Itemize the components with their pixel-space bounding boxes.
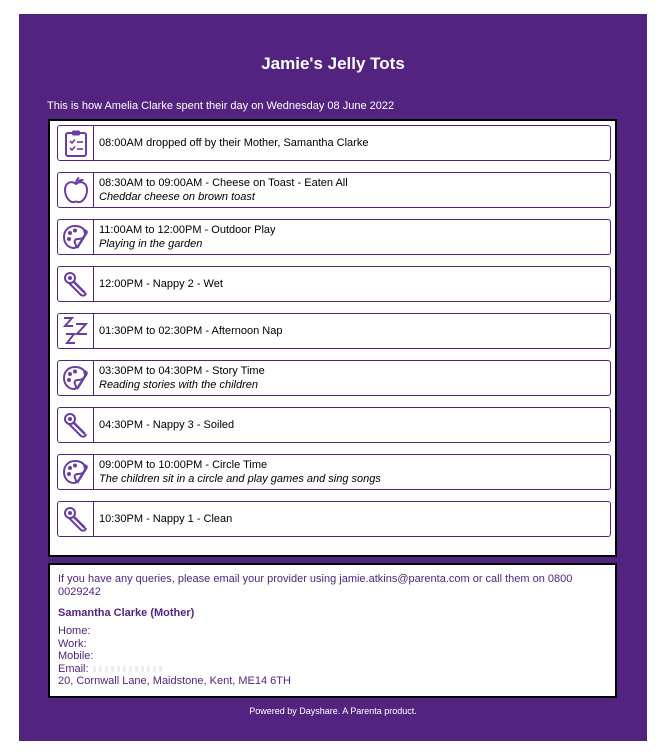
safety-pin-icon [58,408,94,442]
home-label: Home: [58,625,91,637]
list-item [57,172,611,208]
list-item [57,313,611,349]
palette-icon [58,220,94,254]
parent-name: Samantha Clarke (Mother) [58,607,195,619]
clipboard-icon [58,126,94,160]
query-text: If you have any queries, please email your provider using jamie.atkins@parenta.com or call them on 0800 0029242 [58,573,573,598]
intro-text: This is how Amelia Clarke spent their day on Wednesday 08 June 2022 [47,100,395,112]
list-item [57,219,611,255]
mobile-label: Mobile: [58,650,94,662]
email-row [58,663,291,676]
events-list [48,119,617,557]
footer-text: Powered by Dayshare. A Parenta product. [249,706,417,716]
email-label: Email: [58,662,89,675]
address: 20, Cornwall Lane, Maidstone, Kent, ME14 6TH [58,675,291,687]
list-item [57,407,611,443]
page-title: Jamie's Jelly Tots [261,54,405,73]
list-item [57,501,611,537]
event-title: 10:30PM - Nappy 1 - Clean [99,513,233,525]
event-title: 03:30PM to 04:30PM - Story Time [99,365,265,377]
event-title: 09:00PM to 10:00PM - Circle Time [99,459,268,471]
work-label: Work: [58,637,87,650]
event-description: The children sit in a circle and play games and sing songs [99,473,381,485]
contact-details [58,625,291,688]
list-item [57,360,611,396]
redacted-email [93,666,163,672]
apple-icon [58,173,94,207]
list-item [57,125,611,161]
event-title: 04:30PM - Nappy 3 - Soiled [99,419,235,431]
event-title: 08:30AM to 09:00AM - Cheese on Toast - Eaten All [99,177,348,189]
event-description: Playing in the garden [99,238,203,250]
palette-icon [58,455,94,489]
event-title: 11:00AM to 12:00PM - Outdoor Play [99,224,276,236]
contact-panel [48,563,617,698]
safety-pin-icon [58,502,94,536]
list-item [57,266,611,302]
event-description: Cheddar cheese on brown toast [99,191,255,203]
safety-pin-icon [58,267,94,301]
daily-report [19,14,647,741]
palette-icon [58,361,94,395]
event-description: Reading stories with the children [99,379,258,391]
list-item [57,454,611,490]
sleep-zzz-icon [58,314,94,348]
event-title: 01:30PM to 02:30PM - Afternoon Nap [99,325,283,337]
event-title: 12:00PM - Nappy 2 - Wet [99,278,223,290]
event-title: 08:00AM dropped off by their Mother, Samantha Clarke [99,137,369,149]
